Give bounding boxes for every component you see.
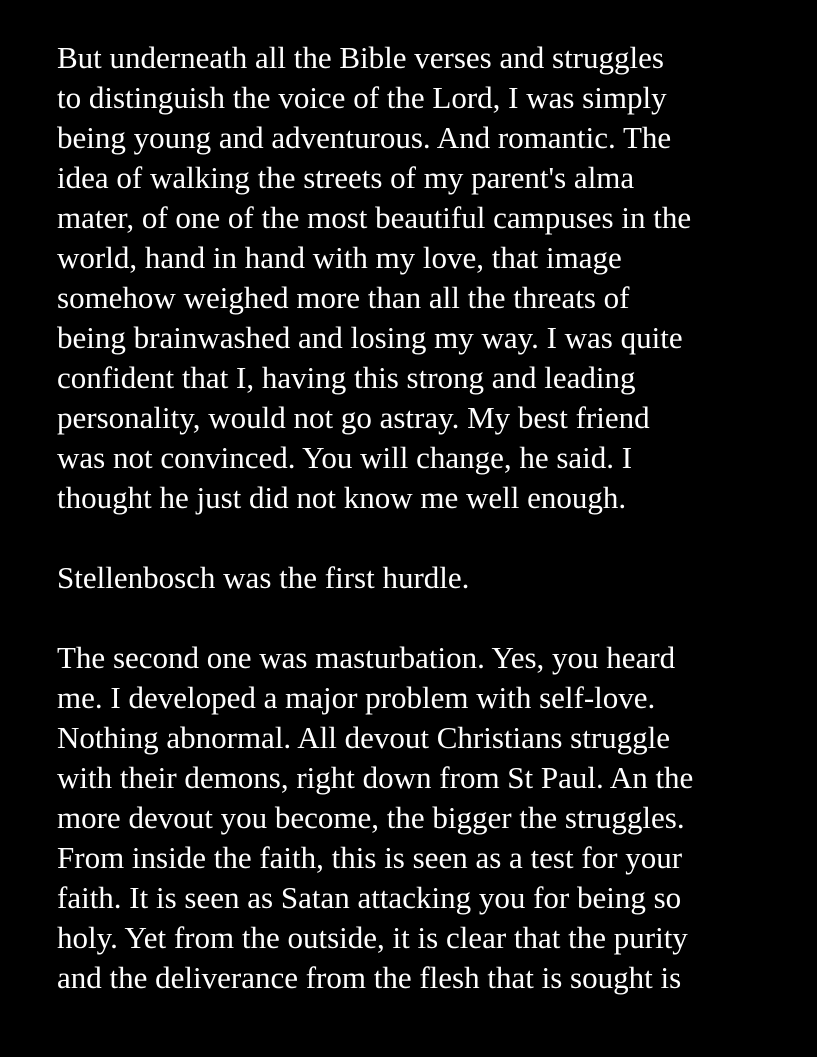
text-line: to distinguish the voice of the Lord, I was simply (57, 80, 667, 115)
text-line: Stellenbosch was the first hurdle. (57, 560, 470, 595)
text-line: me. I developed a major problem with self-love. (57, 680, 656, 715)
text-line: holy. Yet from the outside, it is clear that the purity (57, 920, 688, 955)
text-line: thought he just did not know me well enough. (57, 480, 627, 515)
paragraph-1 (57, 38, 797, 518)
text-line: somehow weighed more than all the threats of (57, 280, 630, 315)
document-page (57, 38, 797, 998)
paragraph-3 (57, 638, 797, 998)
text-line: Nothing abnormal. All devout Christians struggle (57, 720, 671, 755)
text-line: confident that I, having this strong and leading (57, 360, 636, 395)
text-line: world, hand in hand with my love, that image (57, 240, 622, 275)
text-line: being brainwashed and losing my way. I was quite (57, 320, 683, 355)
text-line: From inside the faith, this is seen as a test for your (57, 840, 683, 875)
text-line: faith. It is seen as Satan attacking you for being so (57, 880, 682, 915)
paragraph-2 (57, 558, 797, 598)
text-line: The second one was masturbation. Yes, you heard (57, 640, 676, 675)
paragraph-spacer (57, 518, 797, 558)
text-line: being young and adventurous. And romantic. The (57, 120, 672, 155)
text-line: idea of walking the streets of my parent's alma (57, 160, 635, 195)
text-line: more devout you become, the bigger the struggles. (57, 800, 685, 835)
text-line: personality, would not go astray. My best friend (57, 400, 650, 435)
text-line: with their demons, right down from St Paul. An the (57, 760, 694, 795)
paragraph-spacer (57, 598, 797, 638)
text-line: and the deliverance from the flesh that is sought is (57, 960, 682, 995)
text-line: But underneath all the Bible verses and struggles (57, 40, 664, 75)
text-line: mater, of one of the most beautiful campuses in the (57, 200, 692, 235)
text-line: was not convinced. You will change, he said. I (57, 440, 633, 475)
